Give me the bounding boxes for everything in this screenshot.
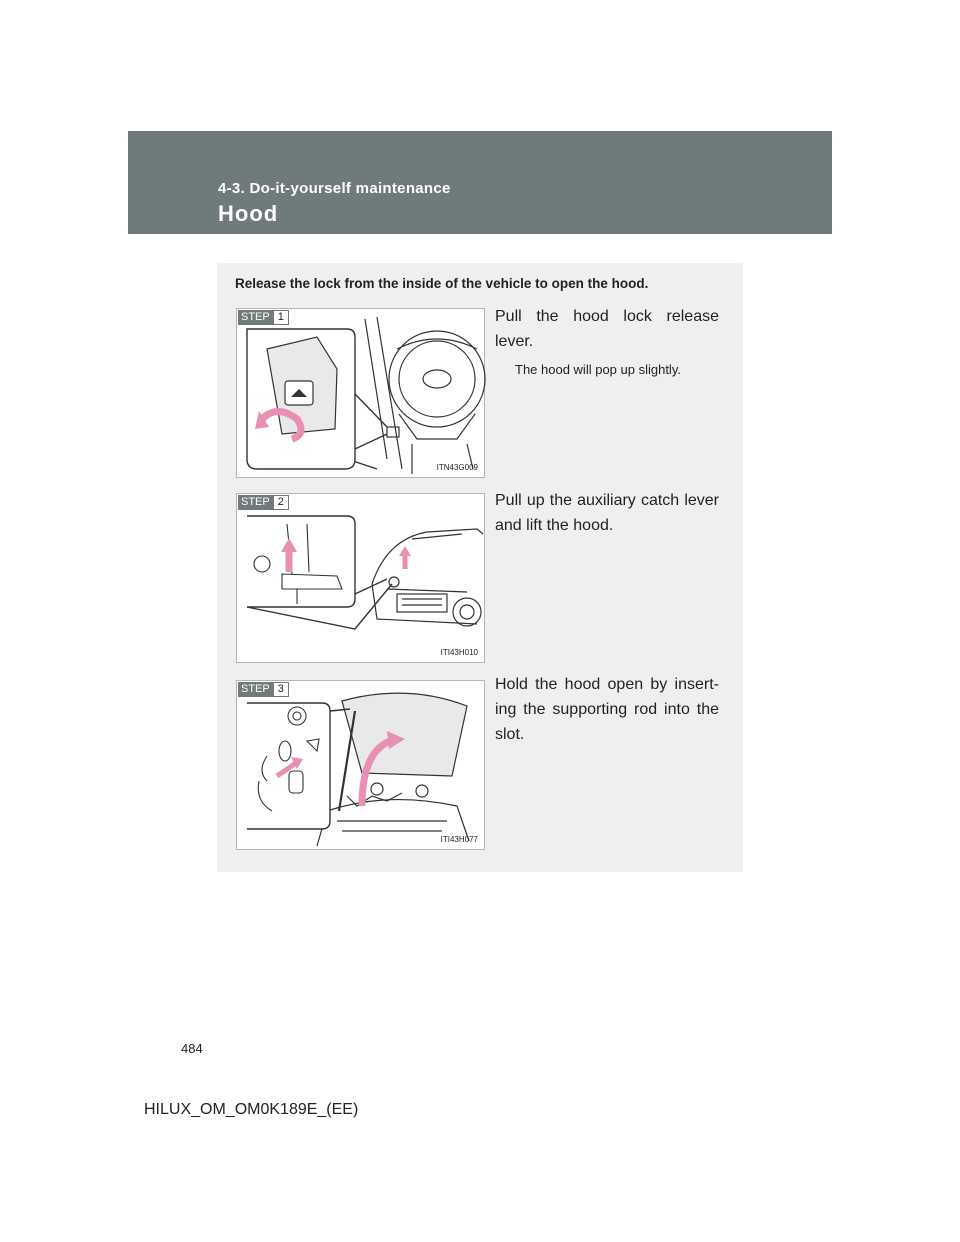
support-rod-illustration xyxy=(237,681,486,851)
figure-code: ITI43H077 xyxy=(440,835,478,844)
step-word: STEP xyxy=(238,495,273,510)
header-band xyxy=(128,131,832,234)
page-number: 484 xyxy=(181,1041,203,1056)
content-box xyxy=(217,263,743,872)
step-3-text: Hold the hood open by insert-ing the supporting rod into the slot. xyxy=(495,676,719,743)
auxiliary-catch-illustration xyxy=(237,494,486,664)
intro-text: Release the lock from the inside of the vehicle to open the hood. xyxy=(235,276,649,291)
step-word: STEP xyxy=(238,682,273,697)
figure-code: ITI43H010 xyxy=(440,648,478,657)
step-1-text: Pull the hood lock release lever. xyxy=(495,308,719,350)
step-number: 2 xyxy=(273,495,289,510)
step-3-figure xyxy=(236,680,485,850)
section-label: 4-3. Do-it-yourself maintenance xyxy=(218,180,451,197)
step-1-badge xyxy=(238,310,289,325)
step-word: STEP xyxy=(238,310,273,325)
step-2-text: Pull up the auxiliary catch lever and lift the hood. xyxy=(495,492,719,534)
step-3-badge xyxy=(238,682,289,697)
step-number: 3 xyxy=(273,682,289,697)
step-2-badge xyxy=(238,495,289,510)
step-1-note: The hood will pop up slightly. xyxy=(515,362,681,377)
hood-release-lever-illustration xyxy=(237,309,486,479)
figure-code: ITN43G009 xyxy=(436,463,478,472)
document-code: HILUX_OM_OM0K189E_(EE) xyxy=(144,1101,359,1118)
step-2-figure xyxy=(236,493,485,663)
step-number: 1 xyxy=(273,310,289,325)
step-1-figure xyxy=(236,308,485,478)
page-title: Hood xyxy=(218,201,279,226)
